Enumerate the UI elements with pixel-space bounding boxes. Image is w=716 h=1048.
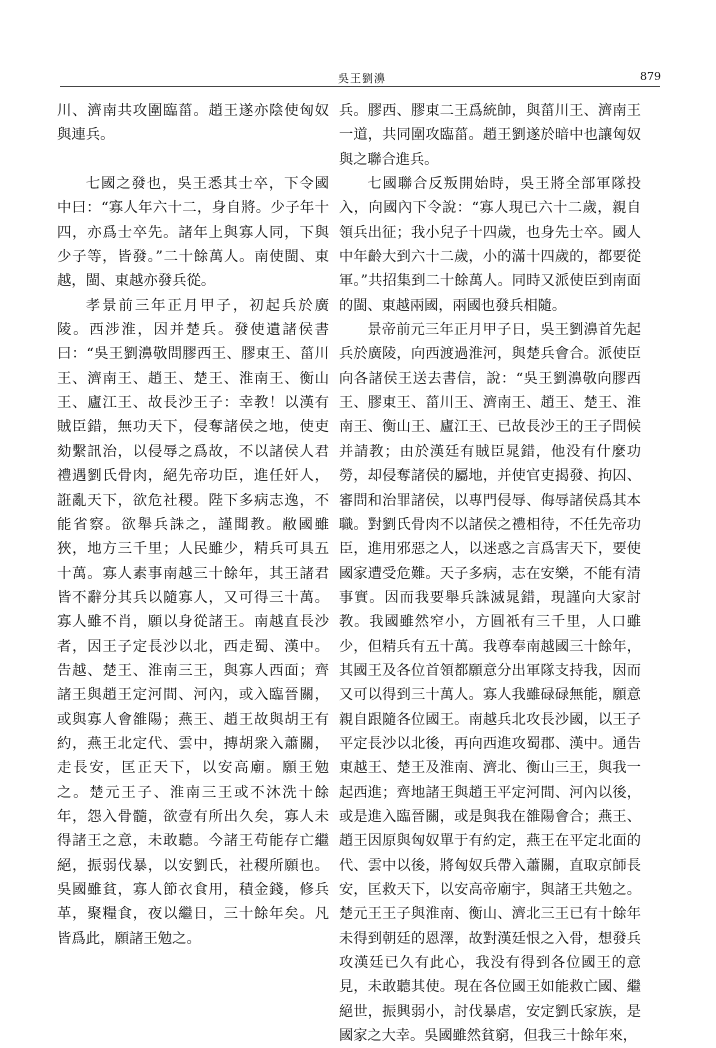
paragraph: 孝景前三年正月甲子，初起兵於廣陵。西涉淮，因并楚兵。發使遺諸侯書曰：“吳王劉濞敬問膠西王、膠東王、菑川王、濟南王、趙王、楚王、淮南王、衡山王、廬江王、故長沙王子：幸教！以漢有賊臣錯，無功天下，侵奪諸侯之地，使吏劾繫訊治，以侵辱之爲故，不以諸侯人君禮遇劉氏骨肉，絕先帝功臣，進任奸人，誑亂天下，欲危社稷。陛下多病志逸，不能省察。欲舉兵誅之，謹聞教。敝國雖狹，地方三千里；人民雖少，精兵可具五十萬。寡人素事南越三十餘年，其王諸君皆不辭分其兵以隨寡人，又可得三十萬。寡人雖不肖，願以身從諸王。南越直長沙者，因王子定長沙以北，西走蜀、漢中。告越、楚王、淮南三王，與寡人西面；齊諸王與趙王定河間、河內，或入臨晉關，或與寡人會雒陽；燕王、趙王故與胡王有約，燕王北定代、雲中，摶胡衆入蕭關，走長安，匡正天下，以安高廟。願王勉之。楚元王子、淮南三王或不沐洗十餘年，怨入骨髓，欲壹有所出久矣，寡人未得諸王之意，未敢聽。今諸王苟能存亡繼絕，振弱伐暴，以安劉氏，社稷所願也。吳國雖貧，寡人節衣食用，積金錢，修兵革，聚糧食，夜以繼日，三十餘年矣。凡皆爲此，願諸王勉之。 bbox=[57, 297, 329, 947]
paragraph: 川、濟南共攻圍臨菑。趙王遂亦陰使匈奴與連兵。 bbox=[57, 103, 329, 144]
header-rule bbox=[60, 86, 660, 87]
original-text-column bbox=[57, 99, 329, 951]
paragraph: 兵。膠西、膠東二王爲統帥，與菑川王、濟南王一道，共同圍攻臨菑。趙王劉遂於暗中也讓匈奴與之聯合進兵。 bbox=[339, 103, 641, 168]
page-header bbox=[0, 0, 716, 90]
running-title: 吳王劉濞 bbox=[338, 72, 386, 85]
paragraph: 七國聯合反叛開始時，吳王將全部軍隊投入，向國內下令說：“寡人現已六十二歲，親自領兵出征；我小兒子十四歲，也身先士卒。國人中年齡大到六十二歲，小的滿十四歲的，都要從軍。”共招集到二十餘萬人。同時又派使臣到南面的閩、東越兩國，兩國也發兵相隨。 bbox=[339, 176, 641, 314]
paragraph: 景帝前元三年正月甲子日，吳王劉濞首先起兵於廣陵，向西渡過淮河，與楚兵會合。派使臣向各諸侯王送去書信，說：“吳王劉濞敬向膠西王、膠東王、菑川王、濟南王、趙王、楚王、淮南王、衡山王、廬江王、已故長沙王的王子問候并請教；由於漢廷有賊臣晁錯，他没有什麼功勞，却侵奪諸侯的屬地，并使官吏揭發、拘囚、審問和治罪諸侯，以專門侵辱、侮辱諸侯爲其本職。對劉氏骨肉不以諸侯之禮相待，不任先帝功臣，進用邪惡之人，以迷惑之言爲害天下，要使國家遭受危難。天子多病，志在安樂，不能有清事實。因而我要舉兵誅滅晁錯，現謹向大家討教。我國雖然窄小，方圓衹有三千里，人口雖少，但精兵有五十萬。我尊奉南越國三十餘年，其國王及各位首領都願意分出軍隊支持我，因而又可以得到三十萬人。寡人我雖碌碌無能，願意親自跟隨各位國王。南越兵北攻長沙國，以王子平定長沙以北後，再向西進攻蜀郡、漢中。通告東越王、楚王及淮南、濟北、衡山三王，與我一起西進；齊地諸王與趙王平定河間、河內以後，或是進入臨晉關，或是與我在雒陽會合；燕王、趙王因原與匈奴單于有約定，燕王在平定北面的代、雲中以後，將匈奴兵帶入蕭關，直取京師長安，匡救天下，以安高帝廟宇，與諸王共勉之。楚元王王子與淮南、衡山、濟北三王已有十餘年未得到朝廷的恩澤，故對漢廷恨之入骨，想發兵攻漢廷已久有此心，我没有得到各位國王的意見，未敢聽其使。現在各位國王如能救亡國、繼絕世，振興弱小，討伐暴虐，安定劉氏家族，是國家之大幸。吳國雖然貧窮，但我三十餘年來， bbox=[339, 322, 641, 1045]
paragraph: 七國之發也，吳王悉其士卒，下令國中曰：“寡人年六十二，身自將。少子年十四，亦爲士卒先。諸年上與寡人同，下與少子等，皆發。”二十餘萬人。南使閩、東越，閩、東越亦發兵從。 bbox=[57, 176, 329, 290]
paragraph-gap bbox=[57, 148, 329, 172]
translation-column bbox=[339, 99, 641, 1048]
page-number: 879 bbox=[640, 70, 661, 83]
